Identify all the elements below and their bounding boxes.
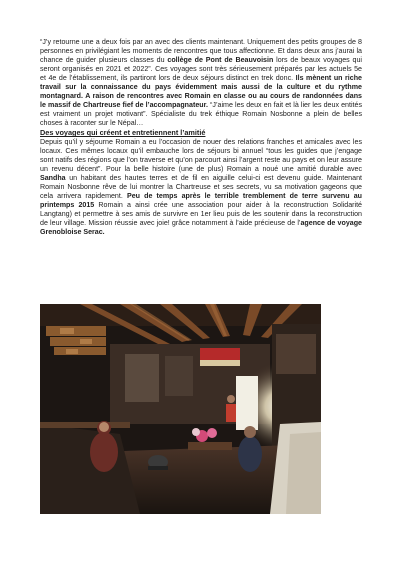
- p2-run: un habitant des hautes terres et de fil en aiguille celui-ci est devenu guide. Maintenant Romain Nosbonne rêve de lui montrer la Chartreuse et ses secrets, vu sa motivation gageons que cela arrivera rapidement.: [40, 173, 362, 200]
- p1-run: collège de Pont de Beauvoisin: [167, 56, 274, 65]
- paragraph-friendship: [40, 138, 362, 238]
- p1-run: “J’y retourne une a deux fois par an avec des clients maintenant. Uniquement des petits groupes de 8 personnes en privilégiant les moments de rencontres que tous affectionne. Et dans deux ans j’aurai la chance de guider plusieurs classes du: [40, 38, 362, 65]
- p1-run: “J’aime les deux en fait et là lier les deux entités est vraiment un projet motivant”. Spécialiste du trek éthique Romain Nosbonne a plein de belles choses à raconter sur le Népal…: [40, 101, 362, 128]
- paragraph-intro: [40, 38, 362, 128]
- article-body: [40, 38, 362, 237]
- p2-run: Romain a ainsi crée une association pour aider à la reconstruction Solidarité Langtang) et permettre à ses amis de survivre en 1er lieu puis de les soutenir dans la reconstruction de leur village. Mission réussie avec joie! grâce notamment à l’aide précieuse de l’: [40, 200, 362, 227]
- p2-run: Depuis qu’il y séjourne Romain a eu l’occasion de nouer des relations franches et amicales avec les locaux. Ces mêmes locaux qu’il embauche lors de séjours bi annuel “tous les guides que j’engage sont natifs des régions que l’on traverse et qu’on parcourt ainsi l’argent reste au pays et on leur assure un revenu décent”. Pour la belle histoire (une de plus) Romain a noué une amitié durable avec: [40, 137, 362, 173]
- p1-run: Ils mènent un riche travail sur la connaissance du pays évidemment mais aussi de la culture et du rythme montagnard. A raison de rencontres avec Romain en classe ou au cours de randonnées dans le massif de Chartreuse fief de l’accompagnateur.: [40, 74, 362, 110]
- p2-run: Peu de temps après le terrible tremblement de terre survenu au printemps 2015: [40, 191, 362, 209]
- p2-run: agence de voyage Grenobloise Serac.: [40, 218, 362, 236]
- p2-run: Sandha: [40, 173, 66, 182]
- photo-nepal-house-interior: [40, 304, 321, 514]
- section-heading: Des voyages qui créent et entretiennent l’amitié: [40, 128, 206, 138]
- p1-run: lors de beaux voyages qui seront organisés en 2021 et 2022”. Ces voyages sont très sérieusement préparés par les actuels 5e et 4e de l’établissement, ils partiront lors de deux séjours distinct en trek donc.: [40, 56, 362, 83]
